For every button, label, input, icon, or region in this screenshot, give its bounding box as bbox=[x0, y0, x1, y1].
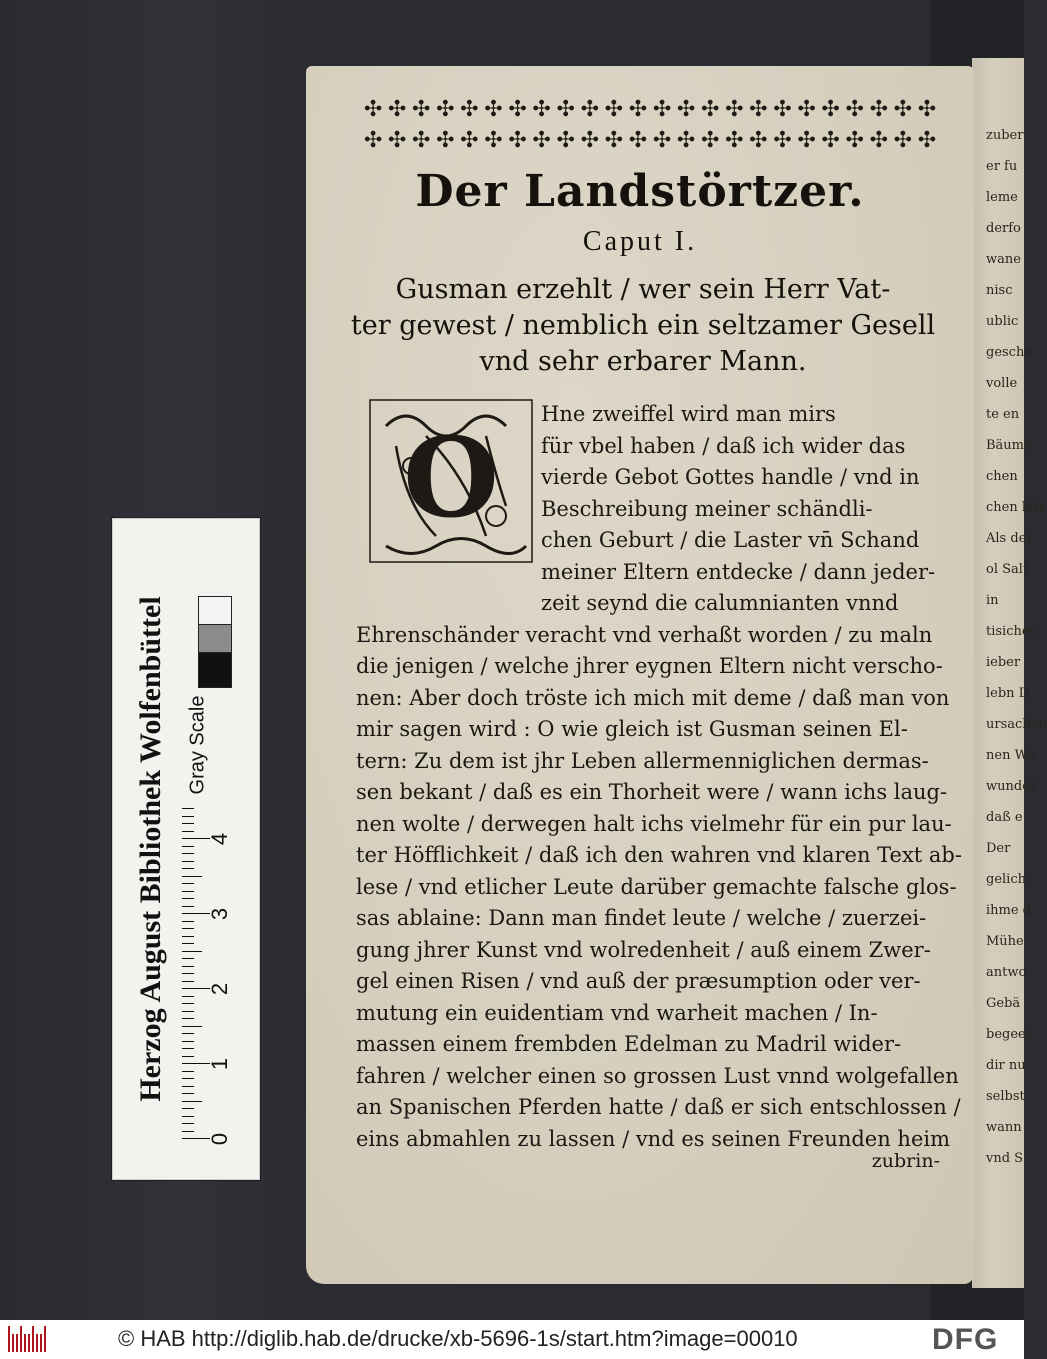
ornament-glyph: ✣ bbox=[556, 97, 575, 122]
ruler-tick bbox=[182, 883, 194, 884]
text-line: Ehrenschänder veracht vnd verhaßt worden / zu maln bbox=[356, 622, 933, 647]
text-line: nen wolte / derwegen halt ichs vielmehr für ein pur lau- bbox=[356, 811, 952, 836]
ruler-tick bbox=[182, 1108, 194, 1109]
ornament-glyph: ✣ bbox=[869, 128, 888, 153]
decorated-initial-letter bbox=[366, 396, 536, 566]
facing-page-fragment: Mühe bbox=[986, 934, 1024, 949]
ruler-tick bbox=[182, 1011, 194, 1012]
facing-page-fragment: dir nu bbox=[986, 1058, 1026, 1073]
ruler-tick bbox=[182, 913, 210, 914]
ornament-glyph: ✣ bbox=[676, 97, 696, 122]
ornament-glyph: ✣ bbox=[532, 97, 551, 122]
text-line: Beschreibung meiner schändli- bbox=[541, 496, 873, 521]
hab-logo-icon bbox=[8, 1326, 48, 1352]
facing-page-fragment: derfo bbox=[986, 221, 1021, 236]
ruler-tick bbox=[182, 1086, 194, 1087]
facing-page-fragment: daß e bbox=[986, 810, 1023, 825]
text-line: an Spanischen Pferden hatte / daß er sich entschlossen / bbox=[356, 1095, 961, 1119]
ornament-glyph: ✣ bbox=[797, 128, 816, 153]
ruler-tick bbox=[182, 1003, 194, 1004]
ruler-tick bbox=[182, 1101, 202, 1102]
facing-page-fragment: volle bbox=[986, 376, 1018, 391]
facing-page-fragment: wunder bbox=[986, 779, 1037, 794]
ruler-tick bbox=[182, 1048, 194, 1049]
text-line: sen bekant / daß es ein Thorheit were / wann ichs laug- bbox=[356, 780, 948, 804]
ornament-glyph: ✣ bbox=[652, 128, 672, 153]
book-page bbox=[306, 66, 974, 1284]
facing-page-fragment: gelich bbox=[986, 872, 1026, 887]
text-line: gel einen Risen / vnd auß der præsumption oder ver- bbox=[356, 969, 921, 993]
facing-page-fragment: antwo bbox=[986, 965, 1027, 980]
text-line: zeit seynd die calumnianten vnnd bbox=[541, 591, 899, 615]
ruler-tick bbox=[182, 988, 210, 989]
facing-page-fragment: chen lafs bbox=[986, 500, 1046, 515]
ruler-tick bbox=[182, 966, 194, 967]
ornament-glyph: ✣ bbox=[652, 97, 672, 122]
facing-page-fragment: Als der bbox=[986, 531, 1033, 546]
facing-page-fragment: begeer bbox=[986, 1027, 1032, 1042]
ornament-glyph: ✣ bbox=[363, 97, 383, 122]
ruler-tick bbox=[182, 816, 194, 817]
facing-page-fragment: Der bbox=[986, 841, 1011, 856]
ruler-number: 2 bbox=[207, 982, 233, 996]
facing-page-fragment: ublic bbox=[986, 314, 1019, 329]
ornament-glyph: ✣ bbox=[460, 128, 479, 153]
ornament-glyph: ✣ bbox=[387, 128, 407, 153]
ornament-glyph: ✣ bbox=[604, 97, 624, 122]
ruler-tick bbox=[182, 981, 194, 982]
ornament-glyph: ✣ bbox=[845, 97, 864, 122]
ruler-tick bbox=[182, 958, 194, 959]
ornament-glyph: ✣ bbox=[917, 128, 937, 153]
ruler-tick bbox=[182, 973, 194, 974]
ruler-tick bbox=[182, 936, 194, 937]
ornament-glyph: ✣ bbox=[676, 128, 696, 153]
ruler-tick bbox=[182, 868, 194, 869]
ornament-glyph: ✣ bbox=[604, 128, 624, 153]
facing-page-fragment: ol Salt bbox=[986, 562, 1029, 577]
ruler-tick bbox=[182, 1123, 194, 1124]
facing-page-fragment: tisicher bbox=[986, 624, 1036, 639]
text-line: mutung ein euidentiam vnd warheit machen / In- bbox=[356, 1000, 878, 1025]
facing-page-fragment: Bäume bbox=[986, 438, 1032, 453]
chapter-number: Caput I. bbox=[582, 226, 698, 257]
running-title: Der Landstörtzer. bbox=[415, 166, 865, 217]
text-line: sas ablaine: Dann man findet leute / welche / zuerzei- bbox=[356, 906, 927, 930]
ornament-glyph: ✣ bbox=[484, 128, 503, 153]
facing-page-fragment: ihme d bbox=[986, 903, 1032, 918]
chapter-heading bbox=[346, 272, 940, 380]
ornament-glyph: ✣ bbox=[845, 128, 864, 153]
ruler-tick bbox=[182, 898, 194, 899]
text-line: massen einem frembden Edelman zu Madril wider- bbox=[356, 1032, 902, 1056]
ruler-tick bbox=[182, 1116, 194, 1117]
ruler-tick bbox=[182, 906, 194, 907]
ruler-tick bbox=[182, 1131, 194, 1132]
ruler-tick bbox=[182, 1018, 194, 1019]
ruler-tick bbox=[182, 1093, 194, 1094]
ornament-glyph: ✣ bbox=[460, 97, 479, 122]
ruler-tick bbox=[182, 951, 202, 952]
ruler-number: 3 bbox=[207, 907, 233, 921]
gray-patch-mid bbox=[198, 624, 232, 654]
ornament-glyph: ✣ bbox=[869, 97, 888, 122]
text-line: gung jhrer Kunst vnd wolredenheit / auß einem Zwer- bbox=[356, 937, 931, 962]
text-line: für vbel haben / daß ich wider das bbox=[541, 433, 906, 458]
ruler-tick bbox=[182, 891, 194, 892]
ruler-tick bbox=[182, 808, 194, 809]
ornamental-border bbox=[362, 96, 938, 156]
facing-page-fragment: gesche bbox=[986, 345, 1033, 360]
facing-page-fragment: te en bbox=[986, 407, 1020, 422]
ruler-tick bbox=[182, 1026, 202, 1027]
ornament-glyph: ✣ bbox=[363, 128, 383, 153]
ruler-tick bbox=[182, 1138, 210, 1139]
ornament-glyph: ✣ bbox=[917, 97, 937, 122]
ornament-glyph: ✣ bbox=[436, 97, 455, 122]
facing-page-fragment: ursachen bbox=[986, 717, 1047, 732]
ruler bbox=[182, 808, 232, 1148]
ornament-glyph: ✣ bbox=[628, 128, 648, 153]
ruler-tick bbox=[182, 831, 194, 832]
ornament-glyph: ✣ bbox=[508, 128, 527, 153]
facing-page-fragment: in bbox=[986, 593, 999, 608]
facing-page-fragment: selbst bbox=[986, 1089, 1025, 1104]
heading-line: ter gewest / nemblich ein seltzamer Gesell bbox=[350, 310, 936, 341]
ornament-glyph: ✣ bbox=[821, 128, 840, 153]
facing-page-fragment: chen bbox=[986, 469, 1018, 484]
text-line: lese / vnd etlicher Leute darüber gemachte falsche glos- bbox=[356, 874, 957, 899]
copyright-url[interactable]: © HAB http://diglib.hab.de/drucke/xb-5696-1s/start.htm?image=00010 bbox=[118, 1326, 798, 1351]
facing-page-fragment: leme bbox=[986, 190, 1018, 205]
facing-page-fragment: vnd S bbox=[986, 1151, 1024, 1166]
ruler-tick bbox=[182, 1078, 194, 1079]
ruler-tick bbox=[182, 928, 194, 929]
ruler-tick bbox=[182, 823, 194, 824]
heading-line: vnd sehr erbarer Mann. bbox=[479, 346, 807, 377]
text-line: mir sagen wird : O wie gleich ist Gusman seinen El- bbox=[356, 717, 908, 741]
ornament-glyph: ✣ bbox=[628, 97, 648, 122]
ornament-glyph: ✣ bbox=[700, 97, 720, 122]
ornament-glyph: ✣ bbox=[893, 97, 913, 122]
ornament-glyph: ✣ bbox=[580, 97, 599, 122]
text-line: nen: Aber doch tröste ich mich mit deme / daß man von bbox=[356, 685, 950, 710]
library-name: Herzog August Bibliothek Wolfenbüttel bbox=[134, 596, 167, 1102]
ornament-glyph: ✣ bbox=[556, 128, 575, 153]
ornament-glyph: ✣ bbox=[532, 128, 551, 153]
facing-page-fragment: Gebä bbox=[986, 996, 1021, 1011]
ornament-glyph: ✣ bbox=[893, 128, 913, 153]
ornament-glyph: ✣ bbox=[749, 128, 768, 153]
ruler-tick bbox=[182, 921, 194, 922]
ruler-tick bbox=[182, 876, 202, 877]
dfg-logo: DFG bbox=[932, 1323, 999, 1356]
text-line: chen Geburt / die Laster vn̄ Schand bbox=[541, 528, 920, 552]
ornament-glyph: ✣ bbox=[484, 97, 503, 122]
ruler-number: 0 bbox=[207, 1132, 233, 1146]
ruler-tick bbox=[182, 853, 194, 854]
ruler-tick bbox=[182, 996, 194, 997]
ornament-glyph: ✣ bbox=[508, 97, 527, 122]
ornament-glyph: ✣ bbox=[387, 97, 407, 122]
ornament-glyph: ✣ bbox=[773, 128, 792, 153]
text-line: ter Höfflichkeit / daß ich den wahren vnd klaren Text ab- bbox=[356, 843, 962, 867]
heading-line: Gusman erzehlt / wer sein Herr Vat- bbox=[395, 274, 891, 305]
ornament-glyph: ✣ bbox=[773, 97, 792, 122]
text-line: meiner Eltern entdecke / dann jeder- bbox=[541, 559, 936, 584]
text-line: die jenigen / welche jhrer eygnen Eltern nicht verscho- bbox=[356, 654, 943, 678]
text-line: fahren / welcher einen so grossen Lust vnnd wolgefallen bbox=[356, 1063, 959, 1088]
ornament-glyph: ✣ bbox=[725, 128, 744, 153]
text-line: vierde Gebot Gottes handle / vnd in bbox=[541, 465, 920, 489]
ornament-glyph: ✣ bbox=[725, 97, 744, 122]
facing-page-fragment: wann bbox=[986, 1120, 1022, 1135]
ornament-glyph: ✣ bbox=[700, 128, 720, 153]
ruler-tick bbox=[182, 1071, 194, 1072]
ruler-number: 1 bbox=[207, 1057, 233, 1071]
facing-page-fragment: zuber bbox=[986, 128, 1024, 143]
gray-patch-black bbox=[198, 652, 232, 688]
ornament-glyph: ✣ bbox=[821, 97, 840, 122]
catchword: zubrin- bbox=[871, 1150, 940, 1172]
facing-page-fragment: ieber bbox=[986, 655, 1021, 670]
ruler-tick bbox=[182, 1033, 194, 1034]
ruler-tick bbox=[182, 943, 194, 944]
facing-page-fragment: er fu bbox=[986, 159, 1018, 174]
ornament-glyph: ✣ bbox=[411, 128, 431, 153]
footer-bar bbox=[0, 1320, 1024, 1359]
ornament-glyph: ✣ bbox=[411, 97, 431, 122]
ornament-glyph: ✣ bbox=[580, 128, 599, 153]
ornament-glyph: ✣ bbox=[797, 97, 816, 122]
facing-page-fragment: nisc bbox=[986, 283, 1013, 298]
ruler-tick bbox=[182, 1056, 194, 1057]
ornament-glyph: ✣ bbox=[436, 128, 455, 153]
ruler-tick bbox=[182, 846, 194, 847]
ruler-tick bbox=[182, 838, 210, 839]
gray-scale-label: Gray Scale bbox=[186, 695, 209, 795]
ruler-tick bbox=[182, 1041, 194, 1042]
text-line: tern: Zu dem ist jhr Leben allermenniglichen dermas- bbox=[356, 748, 929, 773]
text-line: Hne zweiffel wird man mirs bbox=[541, 402, 836, 426]
initial-glyph: O bbox=[403, 413, 499, 542]
ornament-glyph: ✣ bbox=[749, 97, 768, 122]
facing-page-edge bbox=[972, 58, 1047, 1288]
text-line: eins abmahlen zu lassen / vnd es seinen Freunden heim bbox=[356, 1126, 951, 1151]
facing-page-fragment: wane bbox=[986, 252, 1021, 267]
gray-patch-white bbox=[198, 596, 232, 626]
facing-page-fragment: nen We bbox=[986, 748, 1035, 763]
ruler-tick bbox=[182, 1063, 210, 1064]
facing-page-fragment: lebn D bbox=[986, 686, 1030, 701]
ruler-number: 4 bbox=[207, 832, 233, 846]
ruler-tick bbox=[182, 861, 194, 862]
